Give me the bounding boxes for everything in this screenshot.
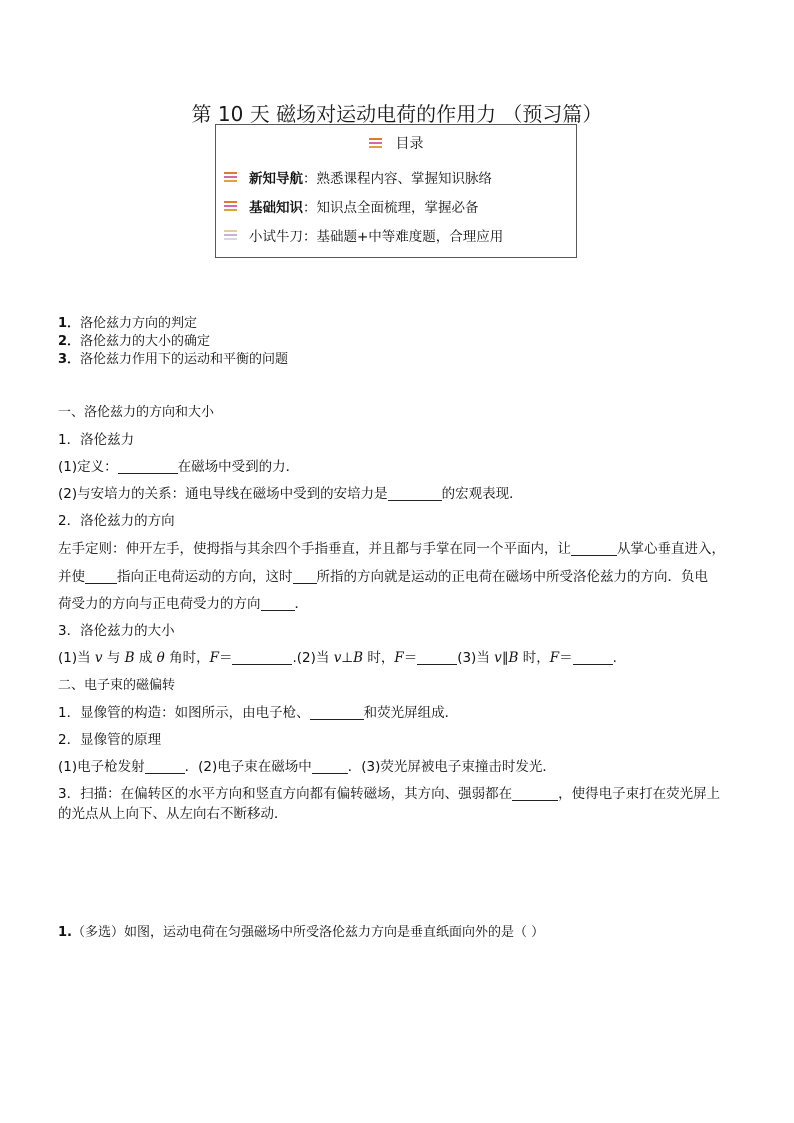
list-icon [224, 171, 237, 184]
subheading-direction: 2．洛伦兹力的方向 [58, 513, 175, 529]
page-title: 第 10 天 磁场对运动电荷的作用力 （预习篇） [191, 102, 603, 126]
blank-field[interactable] [417, 651, 457, 665]
blank-field[interactable] [310, 706, 364, 720]
blank-field[interactable] [118, 460, 178, 474]
toc-item-label: 新知导航 [249, 171, 303, 187]
relation-line: (2)与安培力的关系：通电导线在磁场中受到的安培力是 的宏观表现． [58, 486, 523, 502]
left-hand-rule-line-3: 荷受力的方向与正电荷受力的方向 ． [58, 596, 308, 612]
objective-2: 2．洛伦兹力的大小的确定 [58, 334, 211, 349]
section-heading-lorentz: 一、洛伦兹力的方向和大小 [58, 405, 215, 420]
toc-item-new-knowledge [224, 167, 492, 187]
scanning-line-2: 的光点从上向下、从左向右不断移动． [58, 806, 288, 822]
blank-field[interactable] [145, 760, 185, 774]
blank-field[interactable] [573, 651, 613, 665]
blank-field[interactable] [312, 760, 348, 774]
magnitude-line: (1)当 v 与 B 成 θ 角时，F＝ .(2)当 v⊥B 时，F＝ (3)当 v∥B 时，F＝ . [58, 650, 617, 666]
list-icon [369, 137, 382, 150]
scanning-line-1: 3．扫描：在偏转区的水平方向和竖直方向都有偏转磁场，其方向、强弱都在 ，使得电子束打在荧光屏上 [58, 786, 721, 802]
principle-line: (1)电子枪发射 ．(2)电子束在磁场中 ．(3)荧光屏被电子束撞击时发光． [58, 759, 556, 775]
question-number: 1. [58, 925, 72, 940]
construction-line: 1．显像管的构造：如图所示，由电子枪、 和荧光屏组成． [58, 705, 459, 721]
toc-heading [216, 133, 576, 153]
blank-field[interactable] [388, 487, 442, 501]
subheading-principle: 2．显像管的原理 [58, 732, 162, 748]
section-heading-electron-beam: 二、电子束的磁偏转 [58, 678, 176, 693]
subheading-magnitude: 3．洛伦兹力的大小 [58, 623, 175, 639]
blank-field[interactable] [512, 787, 558, 801]
blank-field[interactable] [232, 651, 292, 665]
toc-heading-label: 目录 [395, 136, 424, 152]
toc-item-desc: ：熟悉课程内容、掌握知识脉络 [303, 171, 492, 187]
objective-1: 1．洛伦兹力方向的判定 [58, 316, 198, 331]
definition-line: (1)定义： 在磁场中受到的力． [58, 459, 300, 475]
toc-item-basic-knowledge [224, 196, 479, 216]
blank-field[interactable] [261, 597, 295, 611]
toc-item-label: 基础知识 [249, 200, 303, 216]
question-text: （多选）如图，运动电荷在匀强磁场中所受洛伦兹力方向是垂直纸面向外的是（ ） [71, 925, 545, 940]
question-1 [58, 921, 544, 940]
subheading-lorentz-force: 1．洛伦兹力 [58, 432, 135, 448]
list-icon [224, 229, 237, 242]
toc-item-practice [224, 225, 503, 245]
toc-item-desc: ：基础题+中等难度题，合理应用 [303, 229, 504, 245]
objective-3: 3．洛伦兹力作用下的运动和平衡的问题 [58, 352, 289, 367]
blank-field[interactable] [293, 570, 317, 584]
table-of-contents [215, 124, 577, 258]
left-hand-rule-line-2: 并使 指向正电荷运动的方向，这时 所指的方向就是运动的正电荷在磁场中所受洛伦兹力的方向．负电 [58, 569, 708, 585]
list-icon [224, 200, 237, 213]
left-hand-rule-line-1: 左手定则：伸开左手，使拇指与其余四个手指垂直，并且都与手掌在同一个平面内，让 从掌心垂直进入， [58, 541, 725, 557]
blank-field[interactable] [571, 542, 617, 556]
toc-item-desc: ：知识点全面梳理，掌握必备 [303, 200, 479, 216]
toc-item-label: 小试牛刀 [249, 229, 303, 245]
blank-field[interactable] [85, 570, 117, 584]
